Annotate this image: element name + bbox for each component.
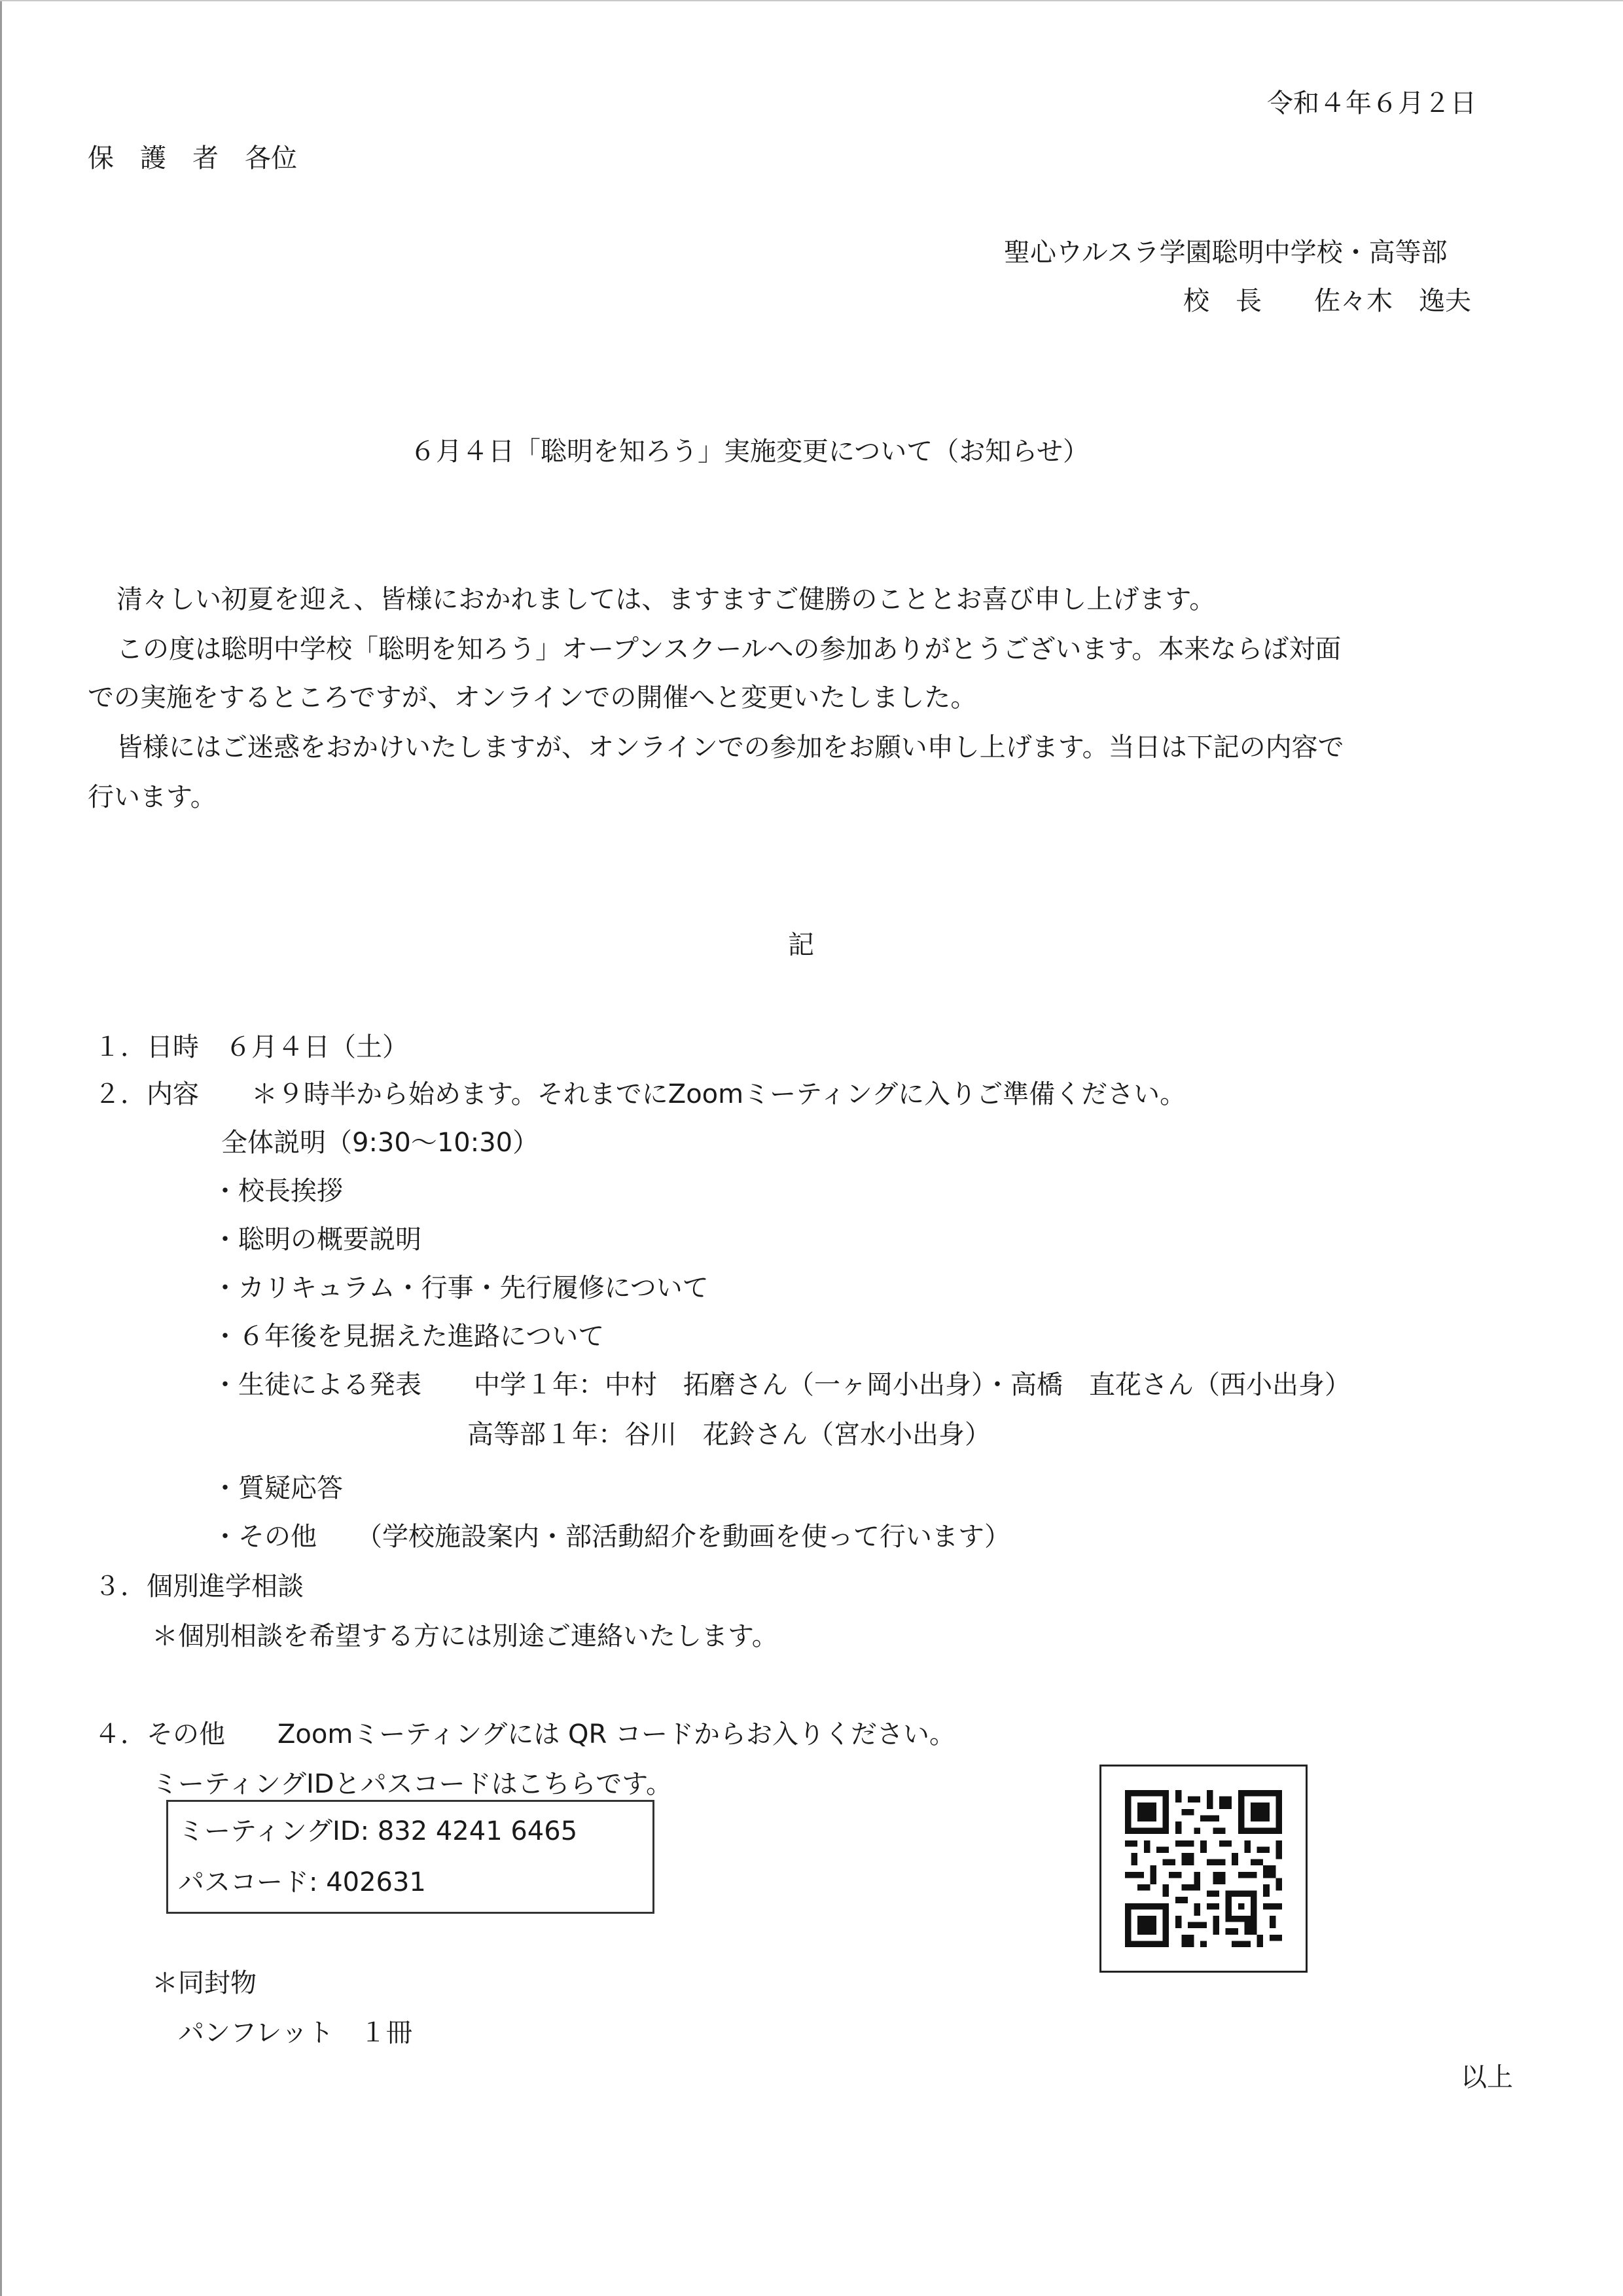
document-date: 令和４年６月２日 — [1267, 88, 1476, 118]
qr-code[interactable] — [1099, 1765, 1308, 1973]
passcode: パスコード: 402631 — [178, 1867, 426, 1897]
bullet-student-presentation-highschool: 高等部１年：谷川 花鈴さん（宮水小出身） — [467, 1420, 991, 1450]
school-name: 聖心ウルスラ学園聡明中学校・高等部 — [1004, 238, 1448, 268]
overview-time: 全体説明（9:30～10:30） — [221, 1128, 539, 1158]
qr-code-icon — [1125, 1790, 1282, 1947]
intro-line-1: 清々しい初夏を迎え、皆様におかれましては、ますますご健勝のこととお喜び申し上げます。 — [116, 584, 1216, 615]
bullet-student-presentation: ・生徒による発表 中学１年：中村 拓磨さん（一ヶ岡小出身）・高橋 直花さん（西小出身） — [212, 1370, 1351, 1400]
item-1-datetime: １．日時 ６月４日（土） — [94, 1032, 408, 1062]
bullet-curriculum: ・カリキュラム・行事・先行履修について — [212, 1273, 709, 1303]
bullet-school-overview: ・聡明の概要説明 — [212, 1225, 421, 1255]
scan-edge-top — [0, 0, 1623, 1]
ki-heading: 記 — [788, 930, 814, 960]
item-3-note: ＊個別相談を希望する方には別途ご連絡いたします。 — [152, 1621, 778, 1651]
intro-line-4: 皆様にはご迷惑をおかけいたしますが、オンラインでの参加をお願い申し上げます。当日は下記の内容で — [116, 732, 1344, 762]
enclosure-item: パンフレット １冊 — [178, 2018, 412, 2048]
recipients: 保 護 者 各位 — [88, 143, 297, 173]
intro-line-5: 行います。 — [88, 782, 217, 812]
bullet-other: ・その他 （学校施設案内・部活動紹介を動画を使って行います） — [212, 1522, 1010, 1552]
item-4-note: ミーティングIDとパスコードはこちらです。 — [152, 1769, 672, 1799]
scan-edge-left — [0, 0, 2, 2296]
bullet-qa: ・質疑応答 — [212, 1473, 343, 1503]
meeting-id: ミーティングID: 832 4241 6465 — [178, 1816, 578, 1846]
item-3-consultation: ３．個別進学相談 — [94, 1571, 304, 1602]
intro-line-3: での実施をするところですが、オンラインでの開催へと変更いたしました。 — [88, 683, 977, 713]
closing-mark: 以上 — [1461, 2062, 1513, 2092]
enclosure-label: ＊同封物 — [152, 1968, 257, 1998]
item-2-content: ２．内容 ＊９時半から始めます。それまでにZoomミーティングに入りご準備ください。 — [94, 1079, 1186, 1109]
item-4-other: ４．その他 Zoomミーティングには QR コードからお入りください。 — [94, 1719, 956, 1749]
bullet-principal-greeting: ・校長挨拶 — [212, 1176, 343, 1206]
intro-line-2: この度は聡明中学校「聡明を知ろう」オープンスクールへの参加ありがとうございます。本来ならば対面 — [116, 634, 1342, 664]
principal-name: 校 長 佐々木 逸夫 — [1183, 286, 1471, 316]
document-title: ６月４日「聡明を知ろう」実施変更について（お知らせ） — [410, 437, 1089, 467]
bullet-career-path: ・６年後を見据えた進路について — [212, 1321, 605, 1352]
